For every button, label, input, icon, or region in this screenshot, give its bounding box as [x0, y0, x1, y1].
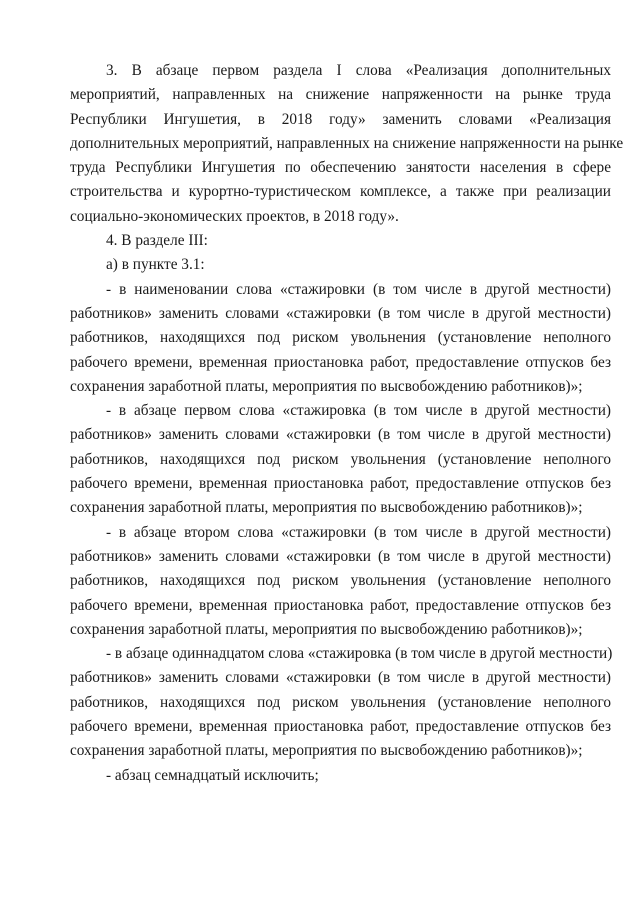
paragraph-line: труда Республики Ингушетия по обеспечению занятости населения в сфере	[70, 159, 611, 177]
paragraph-line: строительства и курортно-туристическом комплексе, а также при реализации	[70, 183, 611, 201]
paragraph	[70, 399, 611, 520]
paragraph-line: сохранения заработной платы, мероприятия по высвобождению работников)»;	[70, 499, 583, 517]
section-heading: 4. В разделе III:	[106, 232, 208, 250]
paragraph-line: рабочего времени, временная приостановка работ, предоставление отпусков без	[70, 718, 611, 736]
paragraph	[70, 764, 611, 788]
paragraph-line: сохранения заработной платы, мероприятия по высвобождению работников)»;	[70, 742, 583, 760]
paragraph-line: рабочего времени, временная приостановка работ, предоставление отпусков без	[70, 596, 611, 614]
paragraph-line: сохранения заработной платы, мероприятия по высвобождению работников)»;	[70, 377, 583, 395]
paragraph-line: работников» заменить словами «стажировки (в том числе в другой местности)	[70, 669, 611, 687]
paragraph-line: социально-экономических проектов, в 2018 году».	[70, 207, 399, 225]
paragraph-line: работников, находящихся под риском увольнения (установление неполного	[70, 329, 611, 347]
paragraph	[70, 253, 611, 277]
paragraph-line: дополнительных мероприятий, направленных на снижение напряженности на рынке	[70, 134, 624, 152]
paragraph	[70, 521, 611, 642]
paragraph-line: работников, находящихся под риском увольнения (установление неполного	[70, 450, 611, 468]
subsection-heading: а) в пункте 3.1:	[106, 256, 205, 274]
paragraph-line: рабочего времени, временная приостановка работ, предоставление отпусков без	[70, 353, 611, 371]
paragraph-line: - абзац семнадцатый исключить;	[106, 766, 319, 784]
paragraph-line: работников» заменить словами «стажировки (в том числе в другой местности)	[70, 304, 611, 322]
paragraph-line: мероприятий, направленных на снижение напряженности на рынке труда	[70, 86, 611, 104]
paragraph-line: работников» заменить словами «стажировки (в том числе в другой местности)	[70, 426, 611, 444]
paragraph	[70, 229, 611, 253]
paragraph	[70, 59, 624, 229]
paragraph-line: рабочего времени, временная приостановка работ, предоставление отпусков без	[70, 475, 611, 493]
paragraph	[70, 278, 611, 399]
paragraph-line: работников, находящихся под риском увольнения (установление неполного	[70, 693, 611, 711]
paragraph-line: - в наименовании слова «стажировки (в том числе в другой местности)	[106, 280, 611, 298]
paragraph-line: - в абзаце втором слова «стажировки (в том числе в другой местности)	[106, 523, 611, 541]
paragraph-line: работников» заменить словами «стажировки (в том числе в другой местности)	[70, 547, 611, 565]
paragraph-line: работников, находящихся под риском увольнения (установление неполного	[70, 572, 611, 590]
document-body	[70, 59, 624, 788]
paragraph-line: Республики Ингушетия, в 2018 году» заменить словами «Реализация	[70, 110, 611, 128]
paragraph-line: - в абзаце первом слова «стажировка (в том числе в другой местности)	[106, 402, 611, 420]
paragraph-line: сохранения заработной платы, мероприятия по высвобождению работников)»;	[70, 620, 583, 638]
paragraph-line: - в абзаце одиннадцатом слова «стажировка (в том числе в другой местности)	[106, 645, 613, 663]
paragraph-line: 3. В абзаце первом раздела I слова «Реализация дополнительных	[106, 62, 611, 79]
paragraph	[70, 642, 611, 763]
